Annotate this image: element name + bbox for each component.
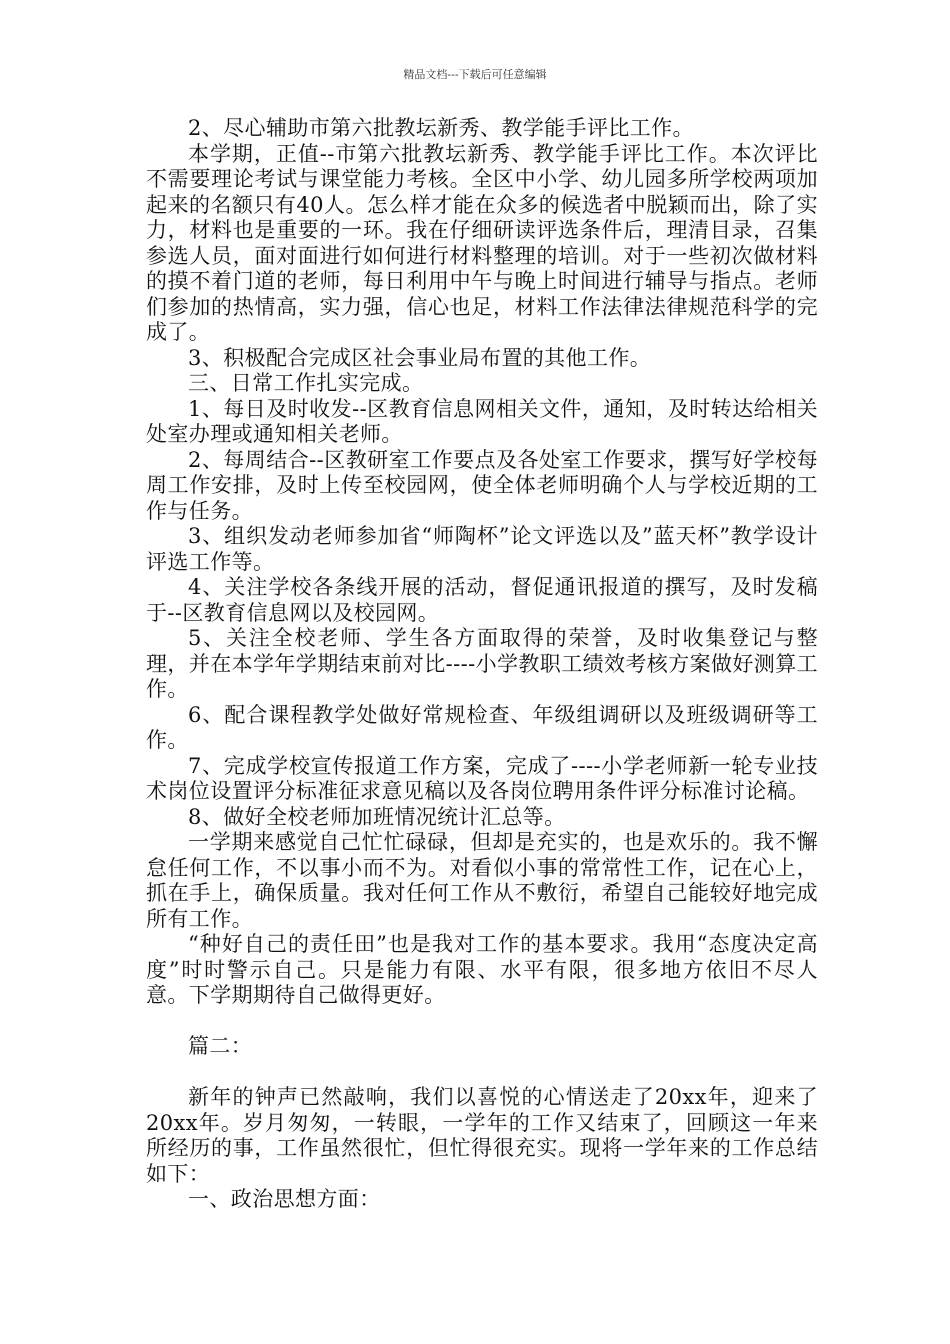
- paragraph: 4、关注学校各条线开展的活动，督促通讯报道的撰写，及时发稿于--区教育信息网以及校园网。: [146, 575, 818, 625]
- paragraph: 一学期来感觉自己忙忙碌碌，但却是充实的，也是欢乐的。我不懈怠任何工作，不以事小而不为。对看似小事的常常性工作，记在心上，抓在手上，确保质量。我对任何工作从不敷衍，希望自己能较好地完成所有工作。: [146, 830, 818, 931]
- document-body: [146, 116, 818, 1213]
- section-heading: 三、日常工作扎实完成。: [188, 371, 424, 395]
- paragraph: “种好自己的责任田”也是我对工作的基本要求。我用“态度决定高度”时时警示自己。只是能力有限、水平有限，很多地方依旧不尽人意。下学期期待自己做得更好。: [146, 932, 818, 1007]
- paragraph: 5、关注全校老师、学生各方面取得的荣誉，及时收集登记与整理，并在本学年学期结束前对比----小学教职工绩效考核方案做好测算工作。: [146, 626, 818, 701]
- paragraph: 8、做好全校老师加班情况统计汇总等。: [188, 804, 566, 829]
- section-heading: 一、政治思想方面：: [188, 1187, 381, 1211]
- part-heading: 篇二：: [188, 1034, 253, 1058]
- paragraph: 新年的钟声已然敲响，我们以喜悦的心情送走了20xx年，迎来了20xx年。岁月匆匆，一转眼，一学年的工作又结束了，回顾这一年来所经历的事，工作虽然很忙，但忙得很充实。现将一学年来的工作总结如下：: [146, 1085, 818, 1186]
- paragraph: 6、配合课程教学处做好常规检查、年级组调研以及班级调研等工作。: [146, 702, 818, 752]
- paragraph: 本学期，正值--市第六批教坛新秀、教学能手评比工作。本次评比不需要理论考试与课堂能力考核。全区中小学、幼儿园多所学校两项加起来的名额只有40人。怎么样才能在众多的候选者中脱颖而出，除了实力，材料也是重要的一环。我在仔细研读评选条件后，理清目录，召集参选人员，面对面进行如何进行材料整理的培训。对于一些初次做材料的摸不着门道的老师，每日利用中午与晚上时间进行辅导与指点。老师们参加的热情高，实力强，信心也足，材料工作法律法律规范科学的完成了。: [146, 141, 818, 344]
- paragraph: 2、尽心辅助市第六批教坛新秀、教学能手评比工作。: [188, 116, 694, 140]
- paragraph: 1、每日及时收发--区教育信息网相关文件，通知，及时转达给相关处室办理或通知相关老师。: [146, 396, 818, 446]
- paragraph: 3、组织发动老师参加省“师陶杯”论文评选以及”蓝天杯”教学设计评选工作等。: [146, 524, 818, 574]
- paragraph: 3、积极配合完成区社会事业局布置的其他工作。: [188, 345, 652, 370]
- paragraph: 2、每周结合--区教研室工作要点及各处室工作要求，撰写好学校每周工作安排，及时上传至校园网，使全体老师明确个人与学校近期的工作与任务。: [146, 447, 818, 523]
- paragraph: 7、完成学校宣传报道工作方案，完成了----小学老师新一轮专业技术岗位设置评分标准征求意见稿以及各岗位聘用条件评分标准讨论稿。: [146, 753, 818, 803]
- page-header: 精品文档---下载后可任意编辑: [403, 68, 547, 81]
